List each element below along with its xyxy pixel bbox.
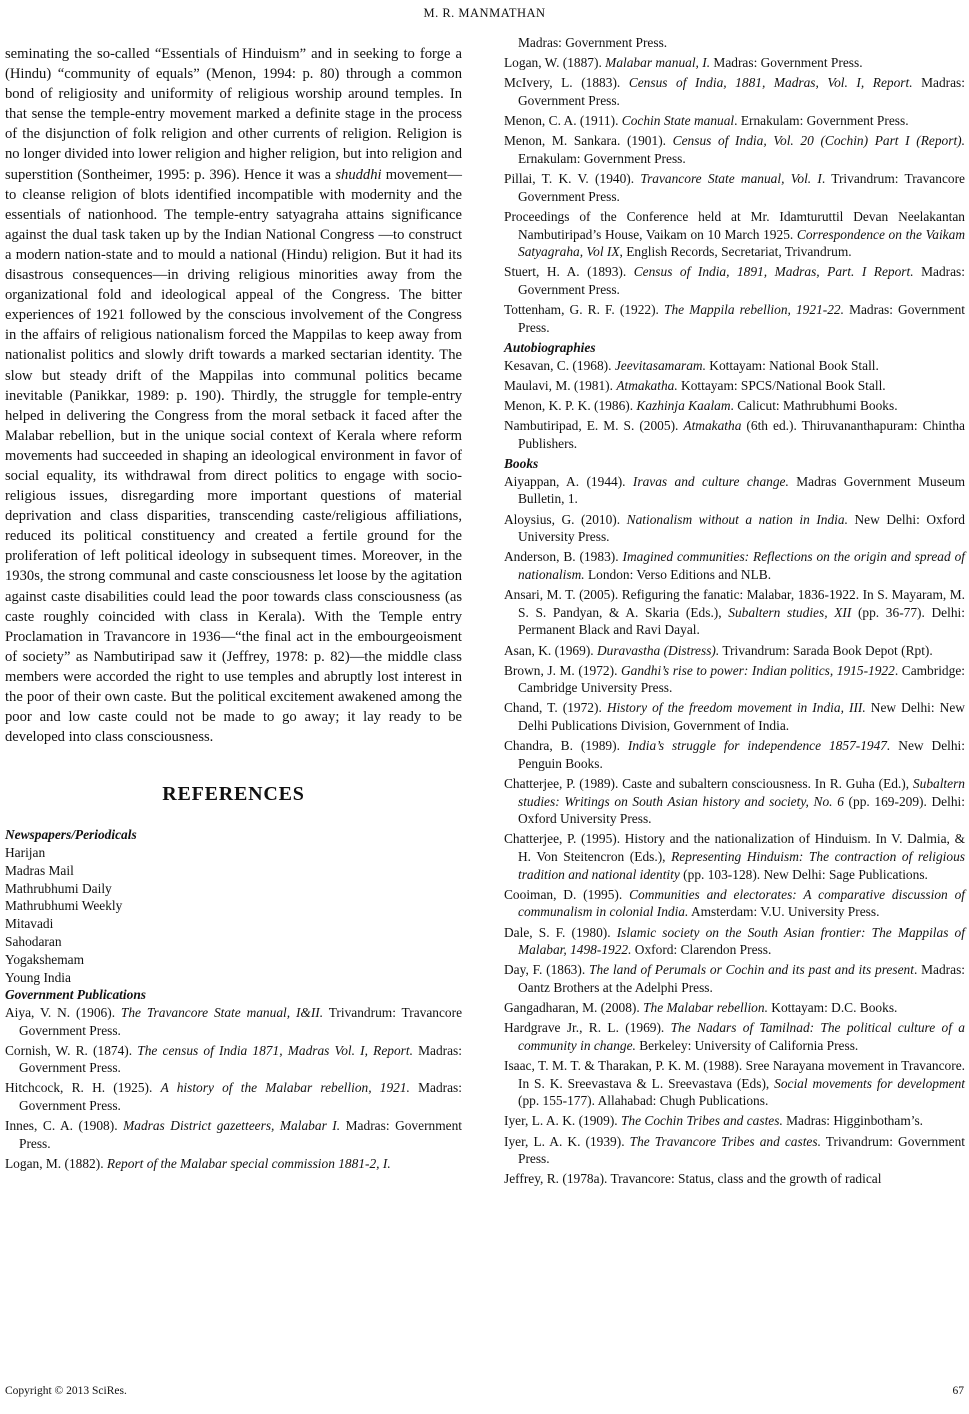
reference-entry: Chatterjee, P. (1989). Caste and subaltern consciousness. In R. Guha (Ed.), Subaltern studies: Writings on South Asian history and society, No. 6 (pp. 169-209). Delhi: Oxford University Press. <box>504 776 965 827</box>
reference-entry: Hitchcock, R. H. (1925). A history of the Malabar rebellion, 1921. Madras: Government Press. <box>5 1080 462 1113</box>
government-publications-list <box>5 1004 462 1172</box>
reference-entry: Nambutiripad, E. M. S. (2005). Atmakatha (6th ed.). Thiruvananthapuram: Chintha Publishers. <box>504 418 965 451</box>
references-heading: REFERENCES <box>162 783 305 806</box>
government-publications-list-continued <box>504 54 965 336</box>
reference-entry: Stuert, H. A. (1893). Census of India, 1891, Madras, Part. I Report. Madras: Government Press. <box>504 264 965 297</box>
reference-entry: Menon, K. P. K. (1986). Kazhinja Kaalam. Calicut: Mathrubhumi Books. <box>504 398 898 414</box>
reference-entry: Menon, M. Sankara. (1901). Census of India, Vol. 20 (Cochin) Part I (Report). Ernakulam: Government Press. <box>504 133 965 166</box>
reference-entry: Aiyappan, A. (1944). Iravas and culture change. Madras Government Museum Bulletin, 1. <box>504 473 965 507</box>
reference-entry: Logan, W. (1887). Malabar manual, I. Madras: Government Press. <box>504 55 863 71</box>
reference-entry: Isaac, T. M. T. & Tharakan, P. K. M. (1988). Sree Narayana movement in Travancore. In S. K. Sreevastava & L. Sreevastava (Eds), Social movements for development (pp. 155-177). Allahabad: Chugh Publications. <box>504 1058 965 1109</box>
reference-entry: Day, F. (1863). The land of Perumals or Cochin and its past and its present. Madras: Oantz Brothers at the Adelphi Press. <box>504 962 965 995</box>
reference-entry: Menon, C. A. (1911). Cochin State manual. Ernakulam: Government Press. <box>504 113 909 129</box>
reference-entry: Tottenham, G. R. F. (1922). The Mappila rebellion, 1921-22. Madras: Government Press. <box>504 302 965 335</box>
reference-entry: Iyer, L. A. K. (1909). The Cochin Tribes and castes. Madras: Higginbotham’s. <box>504 1113 924 1129</box>
reference-entry: Ansari, M. T. (2005). Refiguring the fanatic: Malabar, 1836-1922. In S. Mayaram, M. S. S. Pandyan, & A. Skaria (Eds.), Subaltern studies, XII (pp. 36-77). Delhi: Permanent Black and Ravi Dayal. <box>504 587 965 638</box>
reference-entry: Hardgrave Jr., R. L. (1969). The Nadars of Tamilnad: The political culture of a community in change. Berkeley: University of California Press. <box>504 1020 965 1053</box>
reference-entry: Gangadharan, M. (2008). The Malabar rebellion. Kottayam: D.C. Books. <box>504 1000 898 1016</box>
reference-entry: Logan, M. (1882). Report of the Malabar special commission 1881-2, I. <box>5 1155 391 1171</box>
page-number: 67 <box>952 1385 964 1397</box>
reference-entry: Innes, C. A. (1908). Madras District gazetteers, Malabar I. Madras: Government Press. <box>5 1117 462 1151</box>
section-heading-government: Government Publications <box>5 987 146 1003</box>
autobiographies-list <box>504 357 965 453</box>
reference-entry: Maulavi, M. (1981). Atmakatha. Kottayam: SPCS/National Book Stall. <box>504 377 886 393</box>
periodical-item: Sahodaran <box>5 934 62 950</box>
reference-entry: Kesavan, C. (1968). Jeevitasamaram. Kottayam: National Book Stall. <box>504 357 879 373</box>
periodical-item: Mitavadi <box>5 916 54 932</box>
periodical-item: Yogakshemam <box>5 951 84 967</box>
section-heading-newspapers: Newspapers/Periodicals <box>5 827 137 843</box>
reference-entry: Anderson, B. (1983). Imagined communities: Reflections on the origin and spread of nationalism. London: Verso Editions and NLB. <box>504 549 965 582</box>
periodical-item: Harijan <box>5 845 46 861</box>
reference-entry: Jeffrey, R. (1978a). Travancore: Status, class and the growth of radical <box>504 1171 882 1187</box>
reference-continuation: Madras: Government Press. <box>518 35 668 50</box>
periodical-item: Madras Mail <box>5 862 74 878</box>
books-list <box>504 473 965 1188</box>
periodical-item: Young India <box>5 969 71 985</box>
reference-entry: Cooiman, D. (1995). Communities and electorates: A comparative discussion of communalism in colonial India. Amsterdam: V.U. University Press. <box>504 886 965 920</box>
reference-entry: Chandra, B. (1989). India’s struggle for independence 1857-1947. New Delhi: Penguin Books. <box>504 738 965 771</box>
newspaper-list <box>5 844 462 986</box>
reference-entry: Proceedings of the Conference held at Mr. Idamturuttil Devan Neelakantan Nambutiripad’s House, Vaikam on 10 March 1925. Correspondence on the Vaikam Satyagraha, Vol IX, English Records, Secretariat, Trivandrum. <box>504 208 965 260</box>
left-column <box>5 44 462 1175</box>
reference-entry: Aloysius, G. (2010). Nationalism without a nation in India. New Delhi: Oxford University Press. <box>504 511 965 545</box>
reference-entry: Brown, J. M. (1972). Gandhi’s rise to power: Indian politics, 1915-1922. Cambridge: Cambridge University Press. <box>504 662 965 696</box>
periodical-item: Mathrubhumi Daily <box>5 880 112 896</box>
section-heading-autobiographies: Autobiographies <box>504 339 596 355</box>
reference-entry: McIvery, L. (1883). Census of India, 1881, Madras, Vol. I, Report. Madras: Government Press. <box>504 75 965 108</box>
reference-entry: Chatterjee, P. (1995). History and the nationalization of Hinduism. In V. Dalmia, & H. Von Steitencron (Eds.), Representing Hinduism: The contraction of religious tradition and national identity (pp. 103-128). New Delhi: Sage Publications. <box>504 831 965 882</box>
reference-entry: Chand, T. (1972). History of the freedom movement in India, III. New Delhi: New Delhi Publications Division, Government of India. <box>504 700 965 734</box>
periodical-item: Mathrubhumi Weekly <box>5 898 123 914</box>
reference-entry: Aiya, V. N. (1906). The Travancore State manual, I&II. Trivandrum: Travancore Government Press. <box>5 1005 463 1038</box>
right-column <box>504 34 965 1191</box>
copyright-footer: Copyright © 2013 SciRes. <box>5 1385 127 1397</box>
reference-entry: Cornish, W. R. (1874). The census of India 1871, Madras Vol. I, Report. Madras: Government Press. <box>5 1042 462 1076</box>
reference-entry: Pillai, T. K. V. (1940). Travancore State manual, Vol. I. Trivandrum: Travancore Government Press. <box>504 171 965 204</box>
running-head: M. R. MANMATHAN <box>423 6 546 20</box>
body-paragraph: seminating the so-called “Essentials of Hinduism” and in seeking to forge a (Hindu) “community of equals” (Menon, 1994: p. 80) through a common bond of religiosity and uniformity of religious worship around temples. In that sense the temple-entry movement marked a definite stage in the process of the disjunction of folk religion and other currents of religion. Religion is no longer divided into lower religion and higher religion, but into religion and superstition (Sontheimer, 1995: p. 396). Hence it was a shuddhi movement—to cleanse religion of blots identified incompatible with modernity and the essentials of nationhood. The temple-entry satyagraha attains significance against the dual task taken up by the Indian National Congress —to construct a modern nation-state and to mould a national (Hindu) religion. But it had its disastrous consequences—in driving religious minorities away from the organizational fold and ideological appeal of the Congress. The bitter experiences of 1921 followed by the conscious involvement of the Congress in the affairs of religious nationalism forced the Mappilas to keep away from nationalist politics and slowly drift towards a marked sectarian identity. The slow but steady drift of the Mappilas into communal politics became inevitable (Panikkar, 1989: p. 190). Thirdly, the struggle for temple-entry helped in delivering the Congress from the moral setback it faced after the Malabar rebellion, but in the unique social context of Kerala where reform movements had succeeded in shaping an ideological environment in favor of social equality, its withdrawal from direct politics to engage with socio-religious issues, disregarding more important questions of material deprivation and class disparities, transcending caste/religious affiliations, reduced its political constituency and created a fertile ground for the proliferation of left political ideology in subsequent times. Moreover, in the 1930s, the strong communal and caste consciousness let loose by the agitation against caste disabilities could lead the poor towards class consciousness (as caste roughly coincided with class in Kerala). With the Temple entry Proclamation in Travancore in 1936—“the final act in the embourgeoisment of society” as Nambutiripad saw it (Jeffrey, 1978: p. 82)—the middle class members were accorded the right to use temples and abruptly lost interest in the poor of their own caste. But the political excitement awakened among the poor and low caste could not be made to go away; it lay ready to be developed into class consciousness. <box>5 46 462 746</box>
section-heading-books: Books <box>504 455 539 471</box>
reference-entry: Asan, K. (1969). Duravastha (Distress). Trivandrum: Sarada Book Depot (Rpt). <box>504 642 933 658</box>
reference-entry: Iyer, L. A. K. (1939). The Travancore Tribes and castes. Trivandrum: Government Press. <box>504 1133 965 1167</box>
reference-entry: Dale, S. F. (1980). Islamic society on the South Asian frontier: The Mappilas of Malabar, 1498-1922. Oxford: Clarendon Press. <box>504 924 965 958</box>
